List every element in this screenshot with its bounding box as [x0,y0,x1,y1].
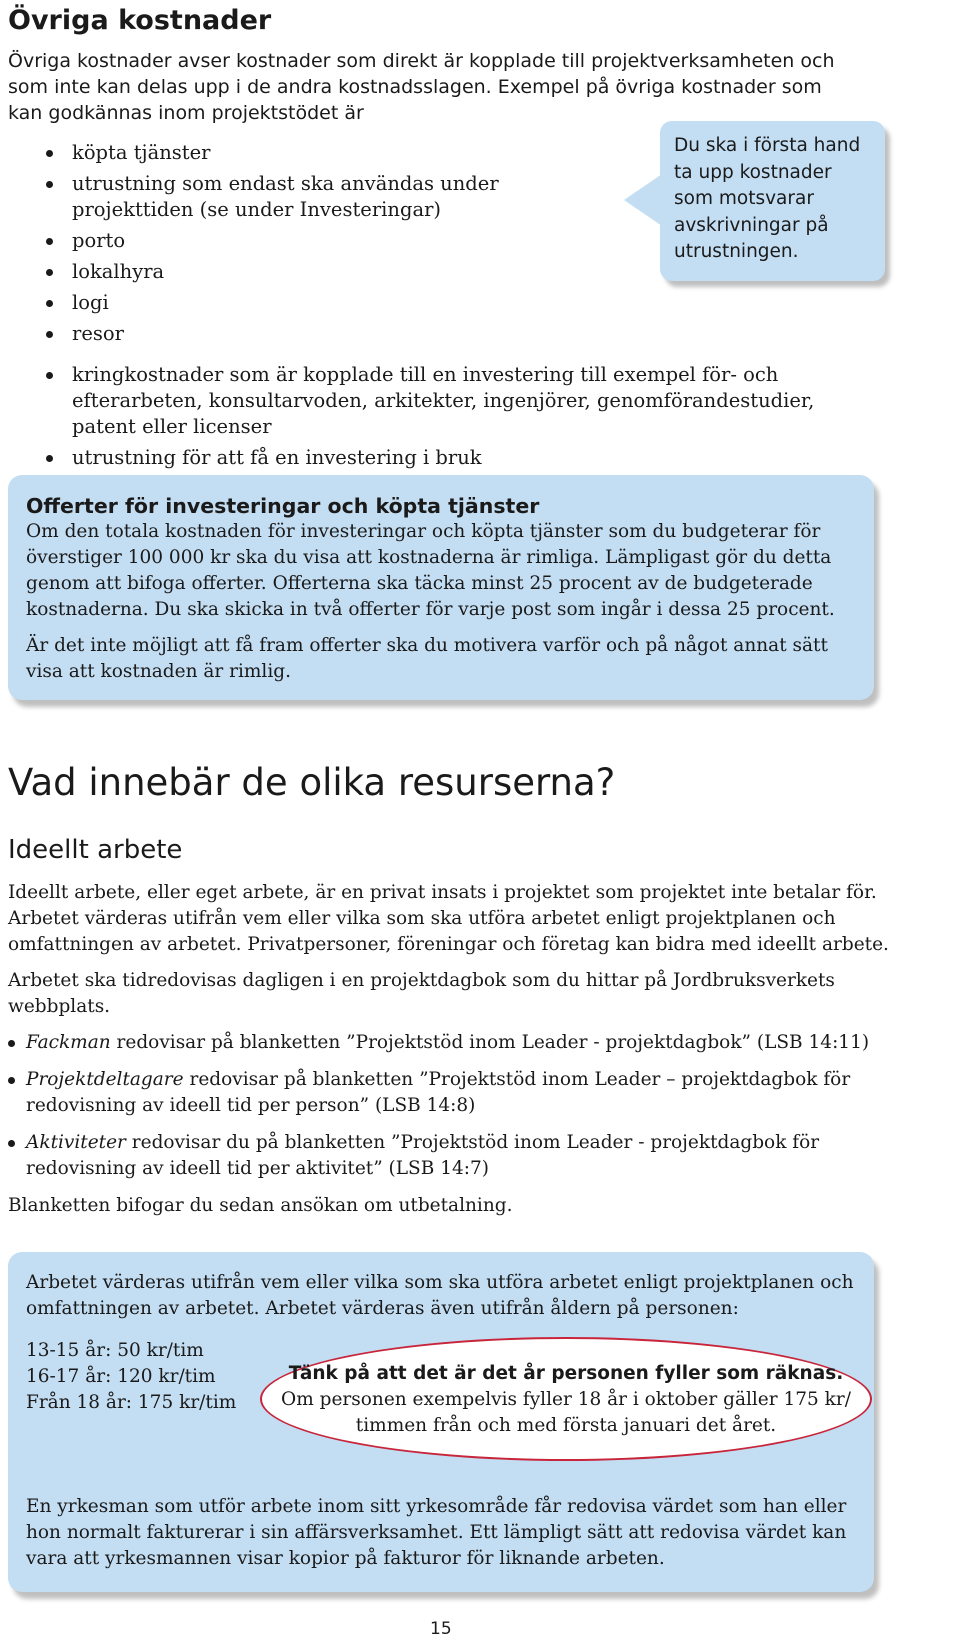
page-title: Vad innebär de olika resurserna? [8,761,616,804]
ideellt-arbete-body [8,880,908,1229]
highlight-ellipse [260,1337,872,1461]
section-ovriga-kostnader [8,4,888,126]
rate-item: 16-17 år: 120 kr/tim [26,1366,216,1387]
list-item-text: redovisar du på blanketten ”Projektstöd inom Leader - projektdagbok för redovisning av ideell tid per aktivitet” (LSB 14:7) [26,1132,820,1179]
list-item-text: redovisar på blanketten ”Projektstöd inom Leader - projektdagbok” (LSB 14:11) [110,1032,870,1053]
box-heading: Offerter för investeringar och köpta tjänster [26,494,540,518]
paragraph: Blanketten bifogar du sedan ansökan om utbetalning. [8,1195,513,1216]
section-heading: Ideellt arbete [8,835,183,865]
list-item: utrustning för att få en investering i bruk [46,445,866,471]
list-item: porto [46,228,606,254]
section-heading: Övriga kostnader [8,5,272,36]
rate-item: Från 18 år: 175 kr/tim [26,1392,237,1413]
box-paragraph: Arbetet värderas utifrån vem eller vilka som ska utföra arbetet enligt projektplanen och omfattningen av arbetet. Arbetet värderas även utifrån åldern på personen: [26,1272,854,1319]
callout-bubble: Du ska i första hand ta upp kostnader som motsvarar avskrivningar på utrustningen. [660,121,885,281]
list-item: kringkostnader som är kopplade till en investering till exempel för- och efterarbeten, konsultarvoden, arkitekter, ingenjörer, genomförandestudier, patent eller licenser [46,362,866,440]
box-paragraph: Om den totala kostnaden för investeringar och köpta tjänster som du budgeterar för överstiger 100 000 kr ska du visa att kostnaderna är rimliga. Lämpligast gör du detta genom att bifoga offerter. Offerterna ska täcka minst 25 procent av de budgeterade kostnaderna. Du ska skicka in två offerter för varje post som ingår i dessa 25 procent. [26,521,835,620]
list-item: lokalhyra [46,259,606,285]
list-item-text: redovisar på blanketten ”Projektstöd inom Leader – projektdagbok för redovisning av ideell tid per person” (LSB 14:8) [26,1069,851,1116]
rate-item: 13-15 år: 50 kr/tim [26,1340,204,1361]
page-number: 15 [430,1619,452,1639]
box-paragraph: Är det inte möjligt att få fram offerter ska du motivera varför och på något annat sätt visa att kostnaden är rimlig. [26,635,828,682]
paragraph: Arbetet ska tidredovisas dagligen i en projektdagbok som du hittar på Jordbruksverkets webbplats. [8,970,835,1017]
list-item: logi [46,290,606,316]
list-item: köpta tjänster [46,140,606,166]
paragraph: Ideellt arbete, eller eget arbete, är en privat insats i projektet som projektet inte betalar för. Arbetet värderas utifrån vem eller vilka som ska utföra arbetet enligt projektplanen och omfattningen av arbetet. Privatpersoner, föreningar och företag kan bidra med ideellt arbete. [8,882,889,955]
offerter-info-box [8,475,874,700]
ellipse-text: Om personen exempelvis fyller 18 år i oktober gäller 175 kr/ timmen från och med första januari det året. [281,1389,851,1436]
cost-list-continued [46,362,866,476]
arbete-info-box [8,1252,874,1592]
ellipse-title: Tänk på att det är det år personen fyller som räknas. [288,1363,844,1384]
list-item: resor [46,321,606,347]
list-item [8,1130,888,1182]
cost-list [46,140,606,352]
box-paragraph: En yrkesman som utför arbete inom sitt yrkesområde får redovisa värdet som han eller hon normalt fakturerar i sin affärsverksamhet. Ett lämpligt sätt att redovisa värdet kan vara att yrkesmannen visar kopior på fakturor för liknande arbeten. [26,1496,847,1569]
intro-paragraph: Övriga kostnader avser kostnader som direkt är kopplade till projektverksamheten och som inte kan delas upp i de andra kostnadsslagen. Exempel på övriga kostnader som kan godkännas inom projektstödet är [8,50,835,124]
list-item [8,1030,888,1056]
list-item-term: Aktiviteter [26,1132,126,1153]
list-item: utrustning som endast ska användas under projekttiden (se under Investeringar) [46,171,606,223]
rate-list [26,1338,236,1416]
list-item-term: Projektdeltagare [26,1069,184,1090]
list-item [8,1067,888,1119]
callout-tail [624,174,662,226]
list-item-term: Fackman [26,1032,111,1053]
blankett-list [8,1030,888,1182]
